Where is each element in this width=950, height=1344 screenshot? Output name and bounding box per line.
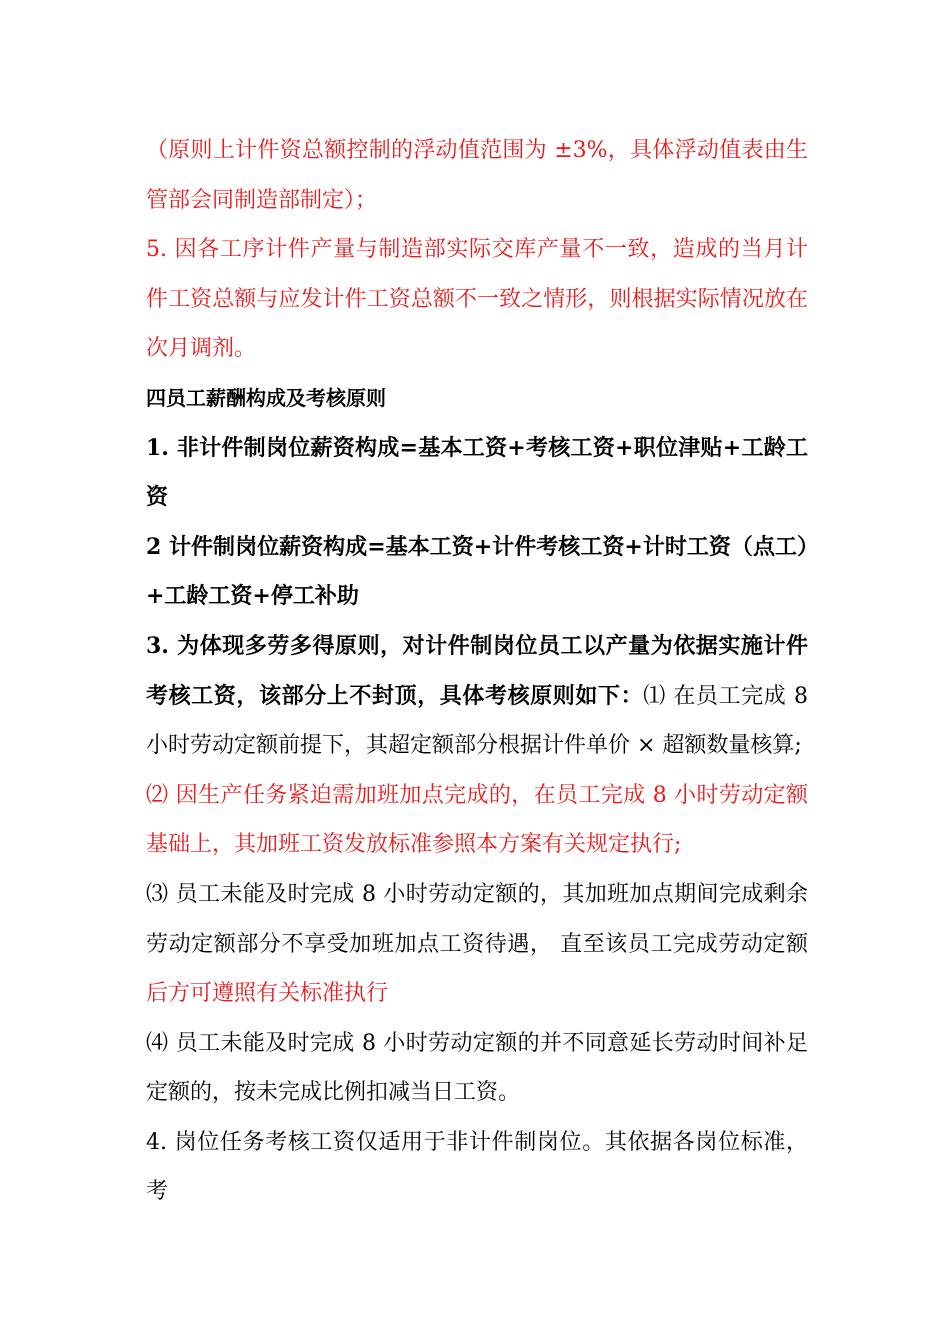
paragraph-item-4-post-task: 4. 岗位任务考核工资仅适用于非计件制岗位。其依据各岗位标准，考 bbox=[146, 1129, 808, 1205]
paragraph-item-1-non-piece-rate: 1. 非计件制岗位薪资构成=基本工资+考核工资+职位津贴+工龄工资 bbox=[146, 434, 808, 511]
paragraph-item-5: 5. 因各工序计件产量与制造部实际交库产量不一致，造成的当月计件工资总额与应发计件工资总额不一致之情形，则根据实际情况放在次月调剂。 bbox=[146, 237, 808, 362]
paragraph-item-3-rule-1: ⑴ 在员工完成 8 小时劳动定额前提下，其超定额部分根据计件单价 × 超额数量核算; bbox=[146, 683, 808, 759]
paragraph-rule-4: ⑷ 员工未能及时完成 8 小时劳动定额的并不同意延长劳动时间补足定额的，按未完成比例扣减当日工资。 bbox=[146, 1030, 808, 1106]
paragraph-item-2-piece-rate: 2 计件制岗位薪资构成=基本工资+计件考核工资+计时工资（点工）+工龄工资+停工补助 bbox=[146, 533, 808, 610]
paragraph-item-3-lead: 3. 为体现多劳多得原则，对计件制岗位员工以产量为依据实施计件考核工资，该部分上不封顶，具体考核原则如下： bbox=[146, 632, 808, 709]
paragraph-float-range-note: （原则上计件资总额控制的浮动值范围为 ±3%，具体浮动值表由生管部会同制造部制定）； bbox=[146, 138, 808, 213]
paragraph-rule-3-main: ⑶ 员工未能及时完成 8 小时劳动定额的，其加班加点期间完成剩余劳动定额部分不享受加班加点工资待遇， 直至该员工完成劳动定额 bbox=[146, 881, 808, 957]
section-heading-salary-structure: 四员工薪酬构成及考核原则 bbox=[146, 385, 386, 410]
paragraph-item-3-principles bbox=[146, 622, 808, 771]
document-body bbox=[146, 126, 808, 1217]
paragraph-rule-2-overtime: ⑵ 因生产任务紧迫需加班加点完成的，在员工完成 8 小时劳动定额基础上，其加班工资发放标准参照本方案有关规定执行; bbox=[146, 782, 808, 858]
paragraph-rule-3 bbox=[146, 870, 808, 1019]
paragraph-rule-3-red-tail: 后方可遵照有关标准执行 bbox=[146, 981, 389, 1007]
